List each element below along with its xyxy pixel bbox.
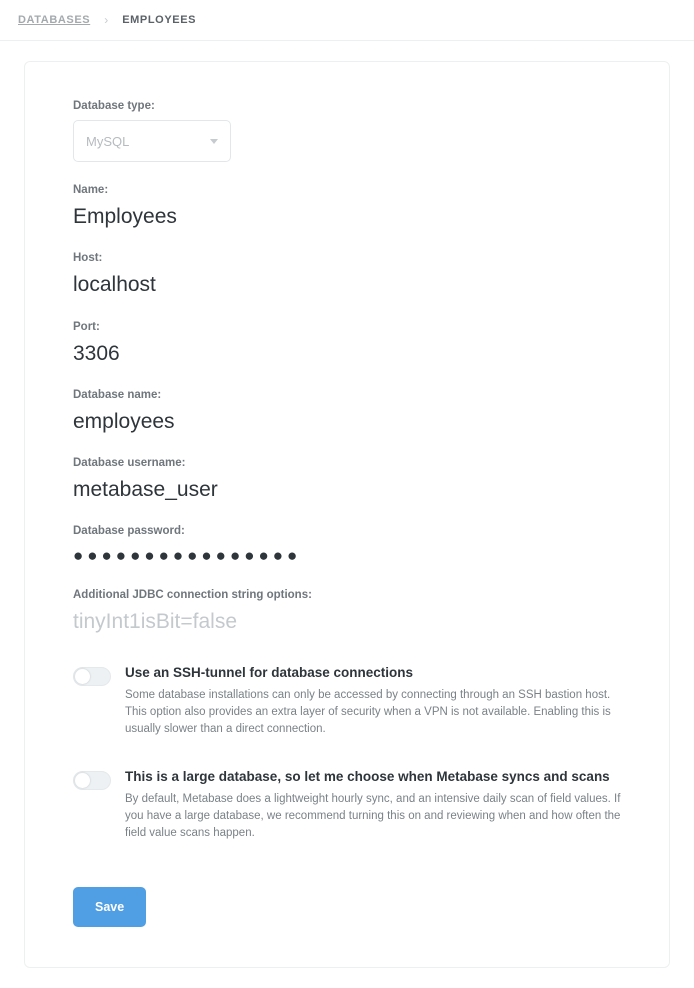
field-port [73,321,621,367]
large-database-row [73,769,621,843]
ssh-tunnel-title: Use an SSH-tunnel for database connections [125,664,414,680]
field-database-name [73,389,621,435]
database-form-card [24,61,670,968]
ssh-tunnel-description: Some database installations can only be accessed by connecting through an SSH bastion host. This option also provides an extra layer of security when a VPN is not available. Enabling this is usually slower than a direct connection. [125,688,611,736]
breadcrumb [0,0,694,41]
field-name [73,184,621,230]
port-input[interactable]: 3306 [73,341,120,365]
database-password-label: Database password: [73,525,185,538]
toggle-knob-icon [75,773,90,788]
save-button-container [73,887,621,927]
field-jdbc-options [73,589,621,635]
database-type-value: MySQL [86,133,130,149]
breadcrumb-current: EMPLOYEES [122,14,197,26]
field-database-password [73,525,621,566]
database-form-container [0,41,694,988]
database-name-label: Database name: [73,388,162,401]
port-label: Port: [73,320,100,333]
large-database-text [125,769,621,843]
jdbc-options-input[interactable]: tinyInt1isBit=false [73,609,238,633]
breadcrumb-databases-link[interactable]: DATABASES [18,14,91,26]
database-type-label: Database type: [73,100,155,112]
field-database-type [73,100,621,162]
database-username-input[interactable]: metabase_user [73,478,218,501]
ssh-tunnel-text [125,665,621,739]
database-password-input[interactable]: ●●●●●●●●●●●●●●●● [73,546,302,566]
chevron-down-icon [210,139,218,144]
toggle-knob-icon [75,669,90,684]
save-button[interactable]: Save [73,887,146,927]
field-host [73,252,621,298]
large-database-title: This is a large database, so let me choose when Metabase syncs and scans [125,768,610,784]
ssh-tunnel-toggle[interactable] [73,667,111,686]
host-input[interactable]: localhost [73,273,156,297]
large-database-description: By default, Metabase does a lightweight hourly sync, and an intensive daily scan of field values. If you have a large database, we recommend turning this on and reviewing when and how often the field value scans happen. [125,792,621,840]
name-input[interactable]: Employees [73,205,177,228]
name-label: Name: [73,184,109,196]
ssh-tunnel-row [73,665,621,739]
breadcrumb-separator-icon: › [104,13,109,27]
database-type-select[interactable] [73,120,231,162]
database-name-input[interactable]: employees [73,409,175,433]
jdbc-options-label: Additional JDBC connection string options: [73,588,312,601]
large-database-toggle[interactable] [73,771,111,790]
database-username-label: Database username: [73,457,186,469]
host-label: Host: [73,252,103,265]
field-database-username [73,457,621,503]
